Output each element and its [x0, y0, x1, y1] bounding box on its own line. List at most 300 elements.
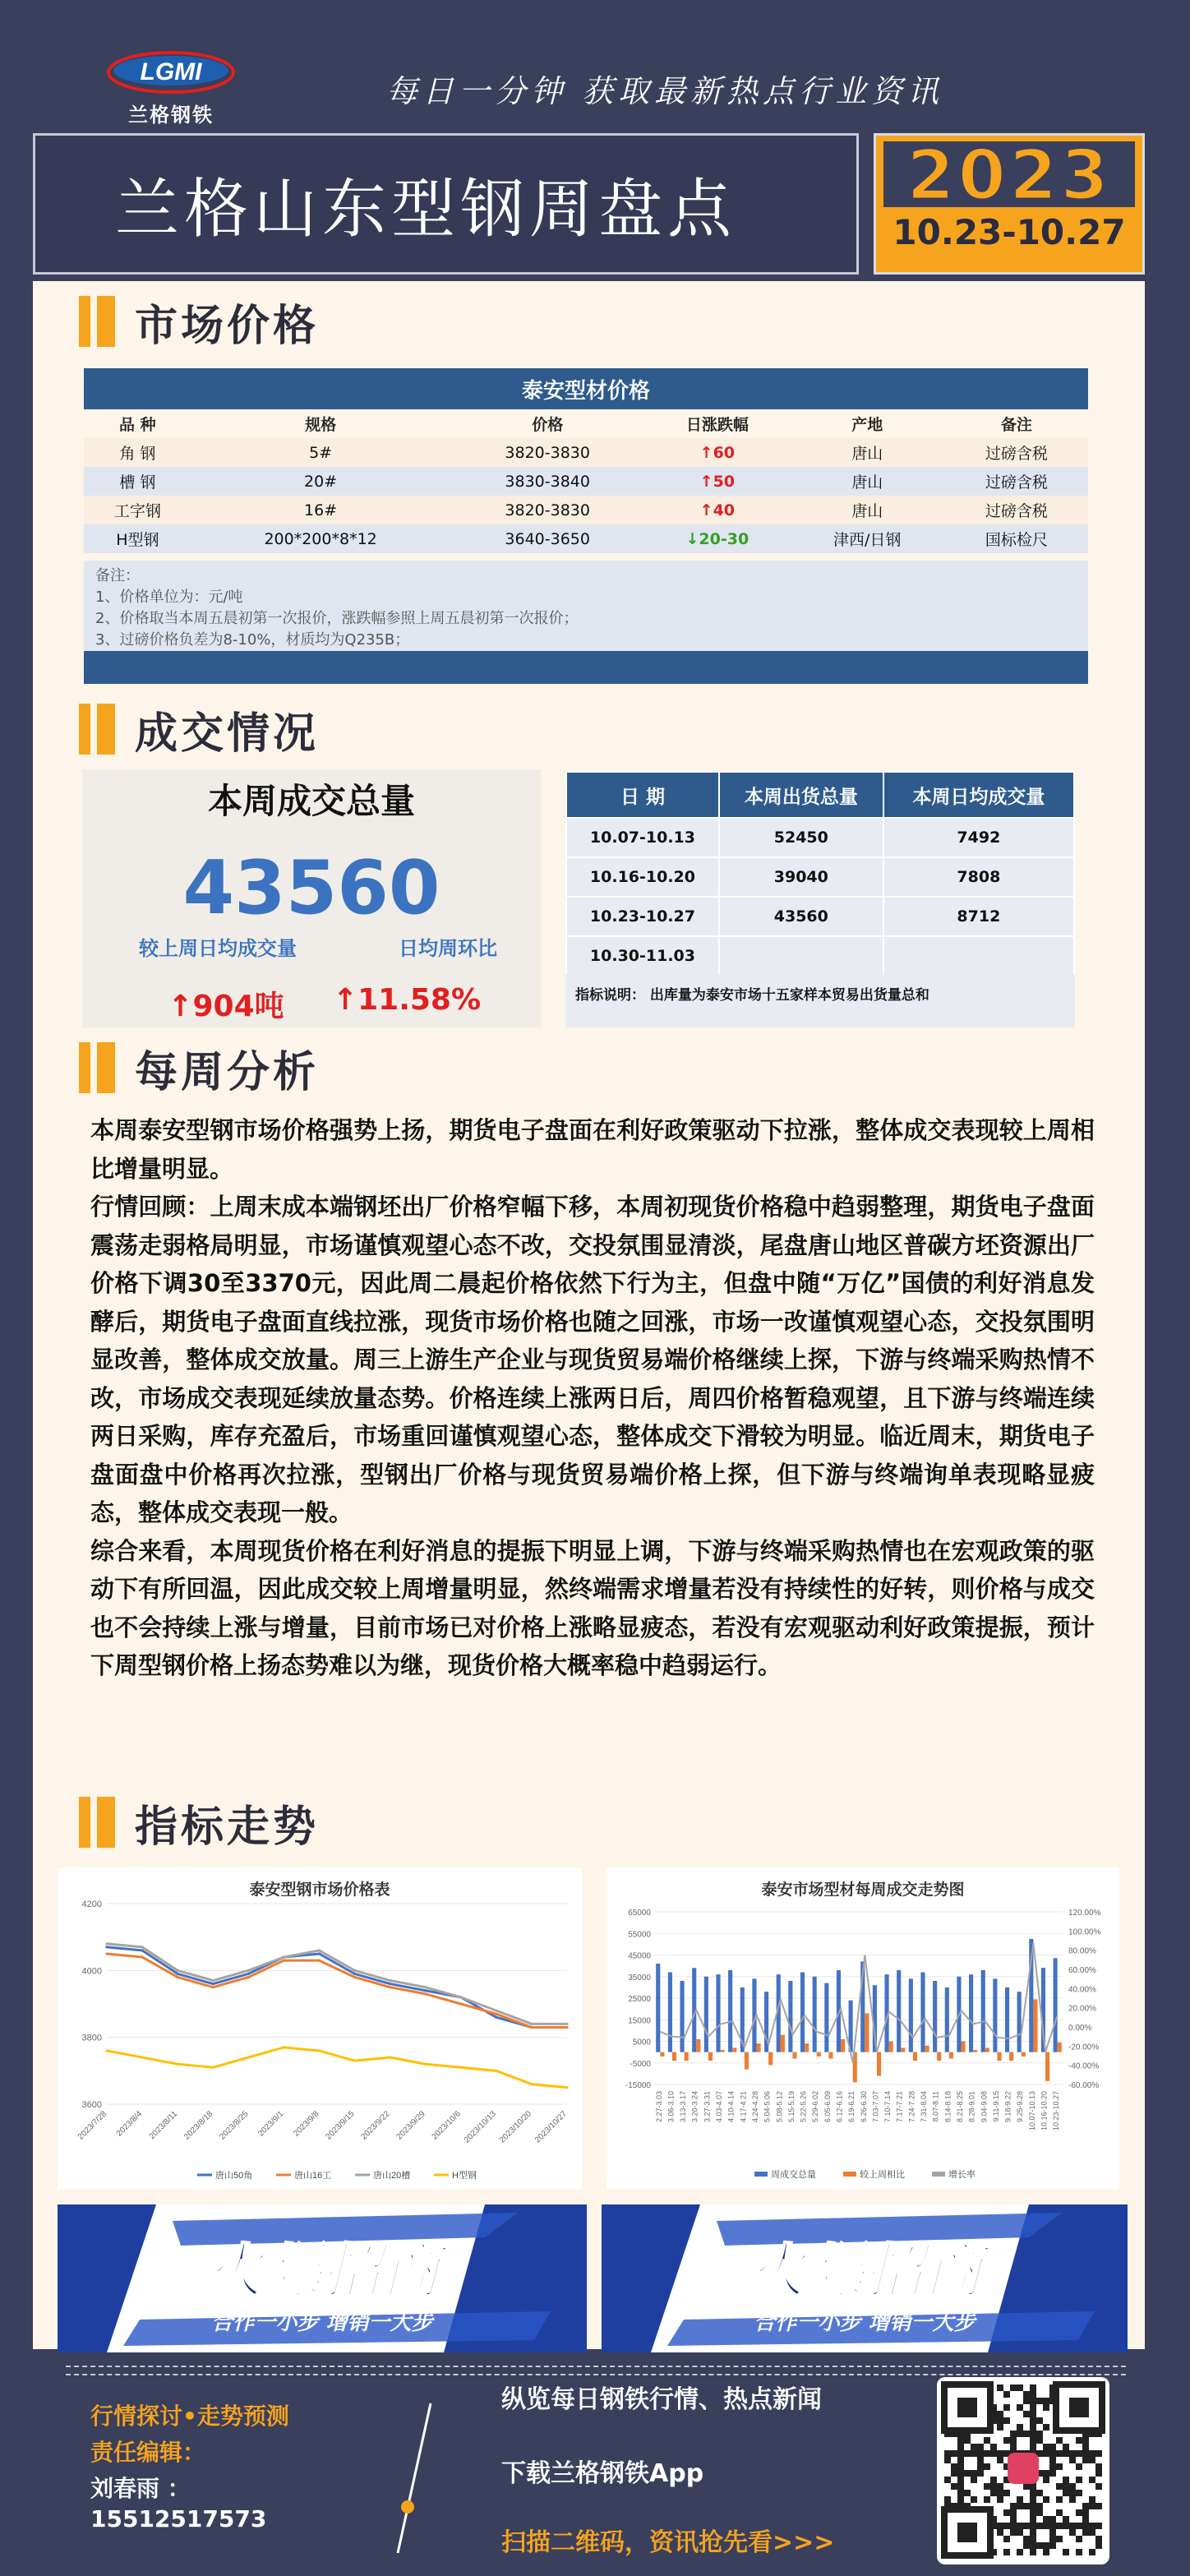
promo-banner-art: [58, 2204, 587, 2352]
qr-module: [971, 2470, 977, 2477]
price-table-title: 泰安型材价格: [84, 368, 1088, 409]
data-point: [495, 2010, 497, 2012]
qr-module: [1003, 2404, 1010, 2411]
section-heading-trade: [79, 700, 319, 758]
qr-module: [977, 2450, 984, 2457]
qr-module: [1076, 2536, 1082, 2542]
table-row: [84, 467, 1088, 496]
y-tick-label: -15000: [625, 2081, 651, 2090]
qr-module: [1089, 2496, 1095, 2503]
bar-diff: [721, 2050, 725, 2052]
table-row: [566, 936, 1074, 976]
bar-total: [933, 1981, 937, 2052]
note-line: 1、价格单位为：元/吨: [95, 589, 243, 606]
x-tick-label: 2023/8/4: [114, 2109, 145, 2139]
cell-price: 3830-3840: [450, 467, 644, 496]
qr-module: [1030, 2431, 1036, 2437]
bar-diff: [973, 2050, 977, 2052]
bar-diff: [1058, 2043, 1062, 2052]
cell-price: 3820-3830: [450, 438, 644, 467]
x-tick-label: 2023/9/29: [394, 2109, 427, 2142]
data-point: [389, 1979, 391, 1982]
qr-module: [1049, 2542, 1056, 2549]
qr-module: [1030, 2391, 1036, 2398]
qr-module: [1017, 2529, 1023, 2536]
bar-diff: [985, 2047, 989, 2052]
heading-accent-bar: [79, 1797, 90, 1848]
cell-date: 10.16-10.20: [566, 857, 719, 897]
y2-tick-label: 60.00%: [1068, 1966, 1096, 1975]
y-tick-label: 45000: [628, 1951, 651, 1961]
footer-editor-name: 刘春雨 ：: [90, 2475, 191, 2502]
y2-tick-label: 40.00%: [1068, 1985, 1096, 1995]
qr-module: [997, 2417, 1003, 2424]
chart-title: 泰安型钢市场价格表: [249, 1881, 390, 1899]
qr-module: [997, 2450, 1003, 2457]
bar-diff: [672, 2052, 676, 2061]
footer-editor-label: 责任编辑：: [90, 2439, 206, 2466]
x-tick-label: 5.15-5.19: [786, 2091, 796, 2123]
qr-module: [1043, 2450, 1049, 2457]
series-line: [107, 2047, 567, 2088]
cell-total: 43560: [719, 897, 883, 936]
cell-date: 10.07-10.13: [566, 818, 719, 857]
bar-total: [728, 1970, 732, 2052]
data-point: [459, 1996, 462, 1998]
bar-diff: [901, 2047, 905, 2052]
qr-module: [1076, 2509, 1082, 2516]
qr-module: [1082, 2509, 1089, 2516]
promo-banner[interactable]: [602, 2204, 1128, 2352]
footer-promo-scan: 扫描二维码，资讯抢先看>>>: [501, 2528, 835, 2557]
bar-diff: [1045, 2052, 1049, 2081]
bar-total: [897, 1970, 901, 2052]
qr-module: [1056, 2523, 1063, 2529]
x-tick-label: 2023/9/15: [324, 2109, 357, 2142]
qr-module: [1043, 2477, 1049, 2483]
cell-origin: 唐山: [790, 496, 945, 524]
qr-finder: [1069, 2398, 1089, 2417]
qr-module: [1030, 2529, 1036, 2536]
bar-diff: [925, 2046, 929, 2052]
series-line: [107, 1944, 567, 2024]
banner-sub-text: 合作一小步 增销一大步: [754, 2311, 976, 2335]
qr-module: [1010, 2431, 1017, 2437]
qr-module: [1017, 2549, 1023, 2555]
qr-module: [1010, 2444, 1017, 2450]
qr-module: [997, 2411, 1003, 2417]
qr-module: [957, 2483, 964, 2490]
cell-name: 角 钢: [84, 438, 191, 467]
date-range: 10.23-10.27: [892, 212, 1126, 252]
qr-module: [1082, 2457, 1089, 2463]
qr-module: [1003, 2391, 1010, 2398]
qr-finder: [957, 2523, 977, 2542]
qr-module: [977, 2470, 984, 2477]
data-point: [530, 2026, 533, 2029]
qr-module: [1069, 2490, 1076, 2496]
cell-origin: 唐山: [790, 467, 945, 496]
qr-module: [1036, 2437, 1043, 2444]
qr-module: [1023, 2398, 1030, 2404]
qr-module: [990, 2490, 997, 2496]
qr-module: [1089, 2457, 1095, 2463]
qr-module: [1063, 2483, 1069, 2490]
footer-divider: [66, 2366, 1126, 2367]
qr-module: [1030, 2411, 1036, 2417]
qr-module: [1030, 2542, 1036, 2549]
volume-table-header: [566, 772, 1074, 818]
qr-module: [1017, 2496, 1023, 2503]
bar-total: [909, 1978, 913, 2052]
qr-module: [1063, 2523, 1069, 2529]
data-point: [353, 2060, 356, 2062]
cell-spec: 16#: [191, 496, 450, 524]
qr-module: [1030, 2384, 1036, 2391]
qr-module: [1056, 2463, 1063, 2470]
qr-module: [1095, 2463, 1102, 2470]
qr-module: [1043, 2404, 1049, 2411]
bar-diff: [745, 2052, 749, 2070]
qr-module: [1095, 2483, 1102, 2490]
promo-banner-art: [602, 2204, 1128, 2352]
x-tick-label: 7.24-7.28: [907, 2091, 916, 2123]
x-tick-label: 2023/9/1: [256, 2109, 286, 2139]
x-tick-label: 8.07-8.11: [931, 2091, 940, 2122]
x-tick-label: 8.14-8.18: [943, 2091, 952, 2123]
qr-module: [1030, 2496, 1036, 2503]
data-point: [105, 2049, 108, 2052]
cell-change: ↑50: [645, 467, 790, 496]
x-tick-label: 7.03-7.07: [871, 2091, 880, 2123]
qr-module: [1030, 2503, 1036, 2509]
bar-total: [1017, 1992, 1022, 2052]
qr-finder: [957, 2398, 977, 2417]
qr-module: [984, 2463, 990, 2470]
qr-module: [1017, 2431, 1023, 2437]
chart-title: 泰安市场型材每周成交走势图: [761, 1881, 965, 1899]
banner-main-text: 火爆招商: [203, 2237, 441, 2306]
qr-module: [1036, 2431, 1043, 2437]
y-tick-label: -5000: [630, 2059, 651, 2069]
table-row: [84, 438, 1088, 467]
data-point: [565, 2026, 568, 2029]
x-tick-label: 4.10-4.14: [726, 2091, 736, 2123]
data-point: [318, 1960, 321, 1962]
qr-module: [1023, 2431, 1030, 2437]
x-tick-label: 3.27-3.31: [703, 2091, 712, 2123]
footer-phone[interactable]: 15512517573: [90, 2505, 267, 2532]
qr-module: [1049, 2457, 1056, 2463]
legend-label: 唐山50角: [215, 2171, 253, 2181]
x-tick-label: 4.24-4.28: [750, 2091, 759, 2123]
qr-module: [1095, 2470, 1102, 2477]
bar-diff: [768, 2052, 773, 2066]
bar-diff: [913, 2052, 917, 2061]
qr-module: [1089, 2477, 1095, 2483]
qr-module: [957, 2457, 964, 2463]
qr-module: [1010, 2509, 1017, 2516]
table-row: [566, 897, 1074, 936]
bar-total: [788, 1981, 792, 2052]
qr-module: [944, 2477, 951, 2483]
data-point: [495, 2013, 497, 2015]
x-tick-label: 6.26-6.30: [859, 2091, 868, 2123]
qr-module: [997, 2457, 1003, 2463]
qr-module: [984, 2437, 990, 2444]
x-tick-label: 2023/10/27: [533, 2109, 570, 2145]
qr-module: [1043, 2470, 1049, 2477]
bar-total: [981, 1970, 985, 2052]
qr-module: [1049, 2470, 1056, 2477]
cell-daily: [883, 936, 1074, 976]
x-tick-label: 2023/7/28: [76, 2109, 109, 2142]
bar-total: [704, 1977, 708, 2052]
data-point: [424, 1986, 427, 1988]
data-point: [247, 1969, 250, 1972]
cell-daily: 7808: [883, 857, 1074, 897]
section-heading-market-price: [79, 293, 319, 350]
table-row: [84, 524, 1088, 553]
x-tick-label: 8.28-9.01: [967, 2091, 976, 2123]
x-tick-label: 10.23-10.27: [1052, 2091, 1061, 2131]
data-point: [141, 2056, 143, 2058]
data-point: [247, 2056, 250, 2058]
qr-module: [1089, 2503, 1095, 2509]
y-tick-label: 3800: [81, 2033, 102, 2043]
data-point: [495, 2070, 497, 2072]
x-tick-label: 9.18-9.22: [1003, 2091, 1012, 2123]
bar-diff: [1022, 2052, 1026, 2057]
analysis-paragraph: 本周泰安型钢市场价格强势上扬，期货电子盘面在利好政策驱动下拉涨，整体成交表现较上周相比增量明显。: [90, 1116, 1095, 1183]
qr-module: [1095, 2542, 1102, 2549]
qr-module: [997, 2384, 1003, 2391]
bar-total: [1005, 1987, 1009, 2052]
cell-note: 过磅含税: [945, 438, 1088, 467]
y2-tick-label: 20.00%: [1068, 2004, 1096, 2014]
x-tick-label: 2023/8/25: [218, 2109, 251, 2142]
legend-swatch: [843, 2172, 856, 2177]
banner-sub-text: 合作一小步 增销一大步: [211, 2311, 433, 2335]
qr-module: [1082, 2529, 1089, 2536]
heading-accent-bar: [97, 704, 115, 755]
qr-code-icon: [937, 2377, 1109, 2564]
table-row: [566, 818, 1074, 857]
qr-module: [990, 2450, 997, 2457]
qr-module: [1030, 2509, 1036, 2516]
cell-daily: 7492: [883, 818, 1074, 857]
qr-code[interactable]: [937, 2377, 1109, 2564]
qr-module: [1069, 2529, 1076, 2536]
bar-diff: [696, 2039, 700, 2052]
qr-module: [1030, 2398, 1036, 2404]
bar-total: [716, 1974, 720, 2052]
qr-module: [1023, 2483, 1030, 2490]
price-table-footer: [84, 651, 1088, 684]
qr-module: [1023, 2503, 1030, 2509]
qr-module: [951, 2463, 957, 2470]
y2-tick-label: -60.00%: [1068, 2081, 1100, 2090]
bar-total: [668, 1973, 672, 2052]
qr-module: [997, 2490, 1003, 2496]
bar-total: [680, 1981, 684, 2052]
qr-module: [1043, 2516, 1049, 2523]
qr-module: [1030, 2483, 1036, 2490]
qr-module: [990, 2483, 997, 2490]
qr-module: [964, 2450, 971, 2457]
y2-tick-label: 100.00%: [1068, 1927, 1101, 1937]
cell-change: ↑40: [645, 496, 790, 524]
footer-promo-news: 纵览每日钢铁行情、热点新闻: [501, 2385, 822, 2414]
bar-diff: [828, 2052, 833, 2059]
page-title: 兰格山东型钢周盘点: [115, 173, 737, 247]
qr-module: [1069, 2496, 1076, 2503]
qr-module: [1095, 2450, 1102, 2457]
qr-module: [1063, 2450, 1069, 2457]
bar-total: [1054, 1958, 1058, 2052]
qr-module: [1023, 2411, 1030, 2417]
heading-accent-bar: [79, 1042, 90, 1093]
qr-module: [1082, 2444, 1089, 2450]
daily-volume-label: 较上周日均成交量: [139, 937, 297, 960]
y-tick-label: 4200: [81, 1900, 102, 1909]
qr-module: [964, 2490, 971, 2496]
x-tick-label: 3.13-3.17: [679, 2091, 688, 2123]
qr-module: [997, 2496, 1003, 2503]
qr-module: [1076, 2477, 1082, 2483]
qr-module: [997, 2529, 1003, 2536]
x-tick-label: 2023/10/6: [430, 2109, 463, 2142]
price-notes: [84, 561, 1088, 651]
qr-module: [1003, 2417, 1010, 2424]
qr-module: [1049, 2444, 1056, 2450]
volume-card-title: 本周成交总量: [207, 781, 415, 821]
qr-module: [957, 2470, 964, 2477]
bar-diff: [1033, 1999, 1037, 2052]
bar-total: [824, 1983, 828, 2052]
qr-module: [1076, 2437, 1082, 2444]
qr-module: [957, 2450, 964, 2457]
x-tick-label: 2023/8/18: [182, 2109, 215, 2142]
cell-note: 过磅含税: [945, 467, 1088, 496]
qr-module: [951, 2450, 957, 2457]
qr-center-logo: [1008, 2453, 1039, 2484]
qr-module: [1043, 2424, 1049, 2431]
legend-swatch: [932, 2172, 945, 2177]
bar-diff: [877, 2052, 881, 2076]
qr-module: [984, 2496, 990, 2503]
x-tick-label: 10.07-10.13: [1027, 2091, 1036, 2131]
x-tick-label: 2023/10/13: [462, 2109, 498, 2145]
data-point: [318, 1952, 321, 1955]
data-point: [424, 1992, 427, 1995]
bar-diff: [1009, 2052, 1013, 2061]
qr-module: [1003, 2536, 1010, 2542]
qr-module: [1036, 2542, 1043, 2549]
section-title: 市场价格: [135, 301, 320, 351]
qr-module: [977, 2457, 984, 2463]
x-tick-label: 3.20-3.24: [690, 2091, 699, 2123]
cell-date: 10.30-11.03: [566, 936, 719, 976]
y2-tick-label: -40.00%: [1068, 2061, 1100, 2071]
qr-module: [1095, 2536, 1102, 2542]
qr-module: [1063, 2477, 1069, 2483]
y-tick-label: 4000: [81, 1966, 102, 1977]
x-tick-label: 2.27-3.03: [654, 2091, 663, 2123]
y2-tick-label: -20.00%: [1068, 2043, 1100, 2052]
qr-module: [957, 2490, 964, 2496]
qr-module: [944, 2496, 951, 2503]
data-point: [141, 1946, 143, 1948]
cell-spec: 200*200*8*12: [191, 524, 450, 553]
header-cell: 规格: [191, 409, 450, 438]
x-tick-label: 4.17-4.21: [739, 2091, 748, 2123]
x-tick-label: 7.31-8.04: [920, 2091, 929, 2123]
qr-module: [1082, 2503, 1089, 2509]
qr-module: [1017, 2523, 1023, 2529]
bar-total: [945, 1987, 949, 2052]
qr-module: [1010, 2523, 1017, 2529]
volume-bar-chart: [607, 1867, 1119, 2190]
data-point: [177, 1973, 179, 1975]
qr-module: [1043, 2398, 1049, 2404]
qr-module: [977, 2444, 984, 2450]
qr-module: [984, 2483, 990, 2490]
qr-module: [1069, 2483, 1076, 2490]
data-point: [141, 1955, 143, 1958]
bar-diff: [817, 2052, 821, 2057]
bar-diff: [757, 2043, 761, 2052]
header-cell: 本周日均成交量: [883, 772, 1074, 818]
qr-module: [1056, 2483, 1063, 2490]
volume-chart-svg: [607, 1867, 1119, 2190]
qr-module: [1003, 2523, 1010, 2529]
x-tick-label: 9.04-9.08: [980, 2091, 989, 2123]
x-tick-label: 5.08-5.12: [775, 2091, 784, 2123]
footer-promo-app[interactable]: 下载兰格钢铁App: [501, 2459, 704, 2488]
section-title: 成交情况: [135, 709, 320, 759]
qr-module: [1003, 2549, 1010, 2555]
heading-accent-bar: [97, 1797, 115, 1848]
qr-module: [1089, 2450, 1095, 2457]
qr-module: [1082, 2516, 1089, 2523]
x-tick-label: 7.17-7.21: [895, 2091, 904, 2123]
cell-price: 3640-3650: [450, 524, 644, 553]
header-cell: 本周出货总量: [719, 772, 883, 818]
x-tick-label: 6.12-6.16: [835, 2091, 844, 2123]
qr-module: [1082, 2450, 1089, 2457]
bar-diff: [708, 2052, 713, 2061]
qr-module: [971, 2450, 977, 2457]
qr-module: [1036, 2509, 1043, 2516]
header-cell: 日涨跌幅: [645, 409, 790, 438]
data-point: [247, 1976, 250, 1978]
table-row: [84, 496, 1088, 524]
qr-module: [964, 2437, 971, 2444]
volume-table: [565, 771, 1075, 976]
qr-module: [1017, 2404, 1023, 2411]
qr-module: [1076, 2450, 1082, 2457]
analysis-paragraph: 行情回顾：上周末成本端钢坯出厂价格窄幅下移，本周初现货价格稳中趋弱整理，期货电子盘面震荡走弱格局明显，市场谨慎观望心态不改，交投氛围显清淡，尾盘唐山地区普碳方坯资源出厂价格下调30至3370元，因此周二晨起价格依然下行为主，但盘中随“万亿”国债的利好消息发酵后，期货电子盘面直线拉涨，现货市场价格也随之回涨，市场一改谨慎观望心态，交投氛围明显改善，整体成交放量。周三上游生产企业与现货贸易端价格继续上探，下游与终端采购热情不改，市场成交表现延续放量态势。价格连续上涨两日后，周四价格暂稳观望，且下游与终端连续两日采购，库存充盈后，市场重回谨慎观望心态，整体成交下滑较为明显。临近周末，期货电子盘面盘中价格再次拉涨，型钢出厂价格与现货贸易端价格上探，但下游与终端询单表现略显疲态，整体成交表现一般。: [90, 1193, 1095, 1526]
x-tick-label: 5.04-5.06: [763, 2091, 772, 2123]
data-point: [565, 2086, 568, 2089]
qr-module: [1082, 2523, 1089, 2529]
qr-module: [1003, 2490, 1010, 2496]
qr-module: [1076, 2490, 1082, 2496]
cell-total: 39040: [719, 857, 883, 897]
promo-banner[interactable]: [58, 2204, 587, 2352]
bar-total: [656, 1964, 660, 2052]
